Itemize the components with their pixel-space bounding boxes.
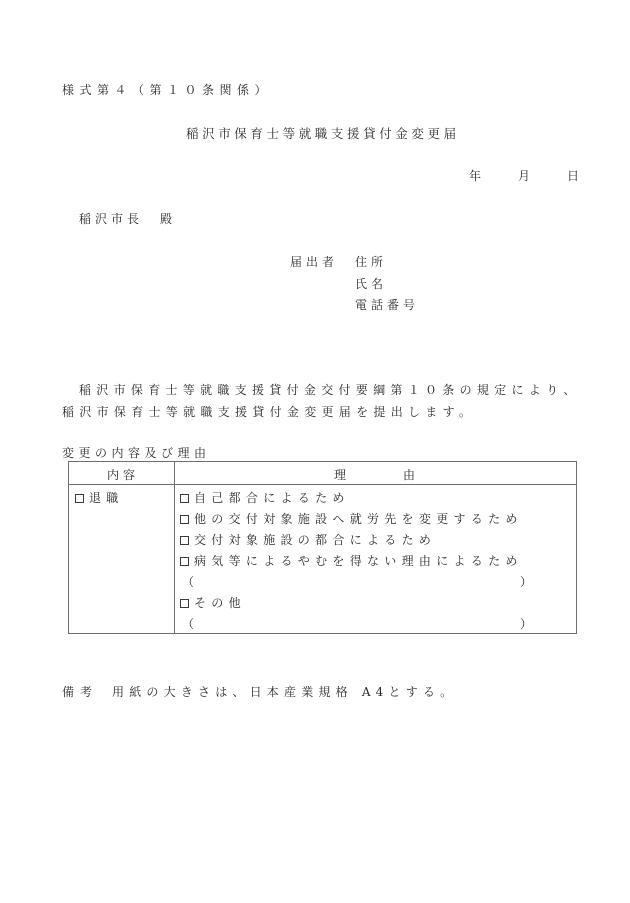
remarks-text: 用紙の大きさは、日本産業規格 A4とする。	[112, 685, 458, 699]
option-label: その他	[194, 596, 246, 610]
date-month-label: 月	[518, 169, 531, 183]
body-text: 稲沢市保育士等就職支援貸付金交付要綱第１０条の規定により、稲沢市保育士等就職支援貸付金変更届を提出します。	[62, 383, 581, 419]
addressee-suffix: 殿	[160, 212, 173, 226]
paren-close: ）	[520, 575, 533, 589]
addressee-name: 稲沢市長	[79, 212, 144, 226]
column-divider	[174, 462, 175, 633]
option-label: 退職	[89, 491, 124, 505]
document-title: 稲沢市保育士等就職支援貸付金変更届	[186, 126, 460, 141]
header-reason-1: 理	[334, 468, 347, 482]
name-field-label: 氏名	[355, 277, 388, 291]
address-field-label: 住所	[355, 255, 388, 269]
reason-option-1[interactable]	[180, 489, 350, 506]
date-day-label: 日	[567, 169, 580, 183]
option-label: 交付対象施設の都合によるため	[194, 533, 437, 547]
section-label: 変更の内容及び理由	[62, 446, 211, 460]
phone-field-label: 電話番号	[355, 298, 420, 312]
form-number: 様式第４（第１０条関係）	[62, 83, 273, 97]
paren-open: （	[182, 575, 195, 589]
option-label: 自己都合によるため	[194, 491, 350, 505]
date-year-label: 年	[469, 169, 482, 183]
option-label: 他の交付対象施設へ就労先を変更するため	[194, 512, 523, 526]
reason-option-4[interactable]	[180, 552, 523, 569]
reason-option-3[interactable]	[180, 531, 436, 548]
checkbox-icon[interactable]	[180, 515, 189, 524]
paren-close: ）	[520, 617, 533, 631]
checkbox-icon[interactable]	[180, 536, 189, 545]
checkbox-icon[interactable]	[180, 599, 189, 608]
checkbox-icon[interactable]	[75, 494, 84, 503]
checkbox-icon[interactable]	[180, 494, 189, 503]
paren-open: （	[182, 617, 195, 631]
reason-option-2[interactable]	[180, 510, 523, 527]
body-paragraph	[62, 379, 582, 423]
table-header	[69, 462, 576, 485]
header-content: 内容	[107, 468, 140, 482]
checkbox-icon[interactable]	[180, 557, 189, 566]
change-table	[68, 461, 577, 634]
remarks-label: 備考	[62, 685, 99, 699]
reason-option-other[interactable]	[180, 594, 246, 611]
header-reason-2: 由	[403, 468, 416, 482]
applicant-label: 届出者	[290, 255, 339, 269]
option-label: 病気等によるやむを得ない理由によるため	[194, 554, 523, 568]
content-option-retirement[interactable]	[75, 489, 124, 506]
